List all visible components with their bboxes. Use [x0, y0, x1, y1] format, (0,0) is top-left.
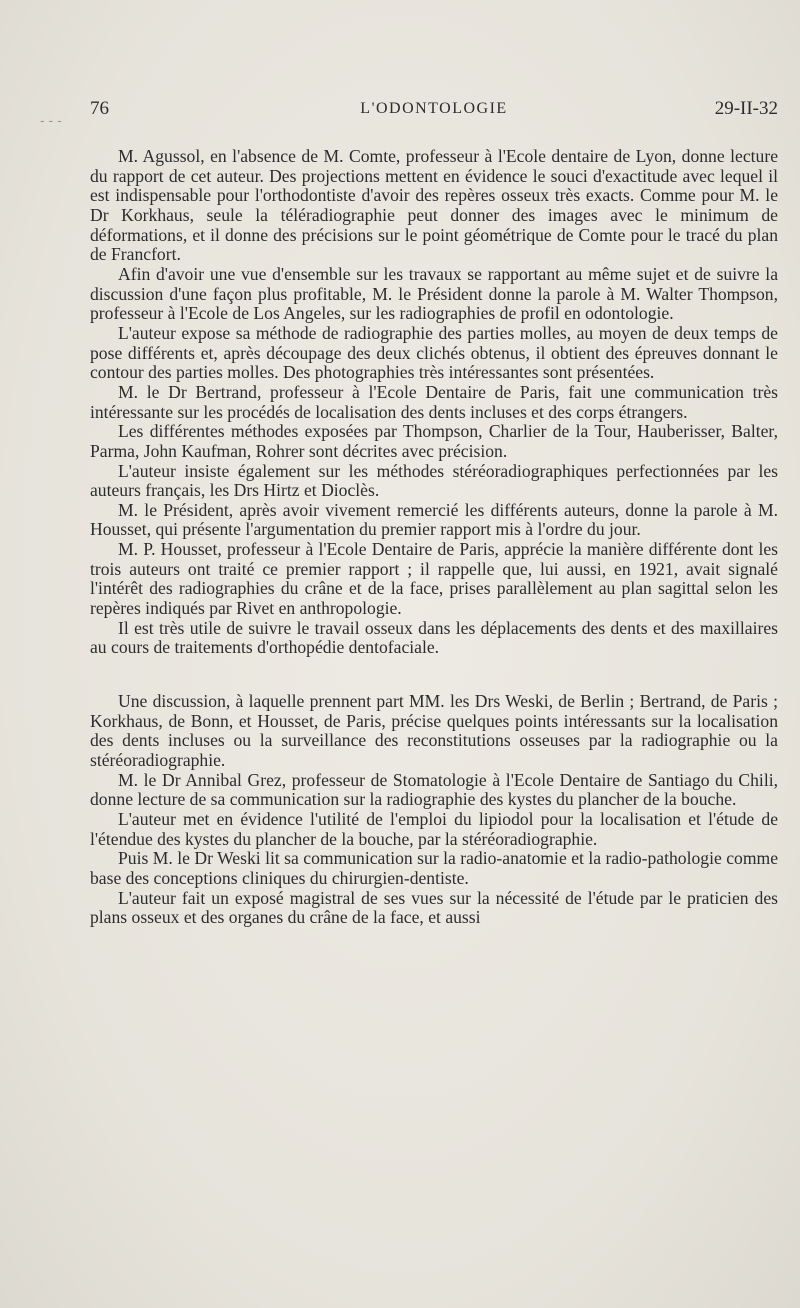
paragraph: M. Agussol, en l'absence de M. Comte, professeur à l'Ecole dentaire de Lyon, donne lecture du rapport de cet auteur. Des projections mettent en évidence le souci d'exactitude avec lequel il est indispensable pour l'orthodontiste d'avoir des repères osseux très exacts. Comme pour M. le Dr Korkhaus, seule la téléradiographie peut donner des images avec le minimum de déformations, et il donne des précisions sur le point géométrique de Comte pour le tracé du plan de Francfort. — [90, 146, 778, 265]
paragraph: L'auteur insiste également sur les méthodes stéréoradiographiques perfectionnées par les auteurs français, les Drs Hirtz et Dioclès. — [90, 460, 778, 501]
paragraph: Il est très utile de suivre le travail osseux dans les déplacements des dents et des maxillaires au cours de traitements d'orthopédie dentofaciale. — [90, 617, 778, 658]
paragraph: Afin d'avoir une vue d'ensemble sur les travaux se rapportant au même sujet et de suivre la discussion d'une façon plus profitable, M. le Président donne la parole à M. Walter Thompson, professeur à l'Ecole de Los Angeles, sur les radiographies de profil en odontologie. — [90, 263, 778, 324]
paragraph: L'auteur fait un exposé magistral de ses vues sur la nécessité de l'étude par le praticien des plans osseux et des organes du crâne de la face, et aussi — [90, 887, 778, 928]
paragraph: Puis M. le Dr Weski lit sa communication sur la radio-anatomie et la radio-pathologie comme base des conceptions cliniques du chirurgien-dentiste. — [90, 848, 778, 888]
paragraph: Une discussion, à laquelle prennent part MM. les Drs Weski, de Berlin ; Bertrand, de Paris ; Korkhaus, de Bonn, et Housset, de Paris, précise quelques points intéressants sur la localisation des dents incluses ou la surveillance des reconstitutions osseuses par la radiographie ou la stéréoradiographie. — [90, 691, 778, 771]
page-number: 76 — [90, 98, 109, 119]
article-body — [90, 147, 778, 928]
paragraph: Les différentes méthodes exposées par Thompson, Charlier de la Tour, Hauberisser, Balter, Parma, John Kaufman, Rohrer sont décrites avec précision. — [90, 421, 778, 461]
margin-pencil-mark: - - - — [40, 112, 62, 128]
paragraph: M. le Dr Bertrand, professeur à l'Ecole Dentaire de Paris, fait une communication très intéressante sur les procédés de localisation des dents incluses et des corps étrangers. — [90, 381, 778, 422]
running-header — [90, 98, 778, 126]
paragraph: L'auteur met en évidence l'utilité de l'emploi du lipiodol pour la localisation et l'étude de l'étendue des kystes du plancher de la bouche, par la stéréoradiographie. — [90, 809, 778, 849]
journal-title: L'ODONTOLOGIE — [360, 100, 508, 117]
issue-date: 29-II-32 — [714, 98, 778, 119]
paragraph: M. le Dr Annibal Grez, professeur de Stomatologie à l'Ecole Dentaire de Santiago du Chili, donne lecture de sa communication sur la radiographie des kystes du plancher de la bouche. — [90, 769, 778, 810]
paragraph: M. le Président, après avoir vivement remercié les différents auteurs, donne la parole à M. Housset, qui présente l'argumentation du premier rapport mis à l'ordre du jour. — [90, 499, 778, 540]
paragraph: L'auteur expose sa méthode de radiographie des parties molles, au moyen de deux temps de pose différents et, après découpage des deux clichés obtenus, il obtient des épreuves donnant le contour des parties molles. Des photographies très intéressantes sont présentées. — [90, 322, 778, 383]
paragraph: M. P. Housset, professeur à l'Ecole Dentaire de Paris, apprécie la manière différente dont les trois auteurs ont traité ce premier rapport ; il rappelle que, lui aussi, en 1921, avait signalé l'intérêt des radiographies du crâne et de la face, prises parallèlement au plan sagittal selon les repères indiqués par Rivet en anthropologie. — [90, 539, 778, 619]
